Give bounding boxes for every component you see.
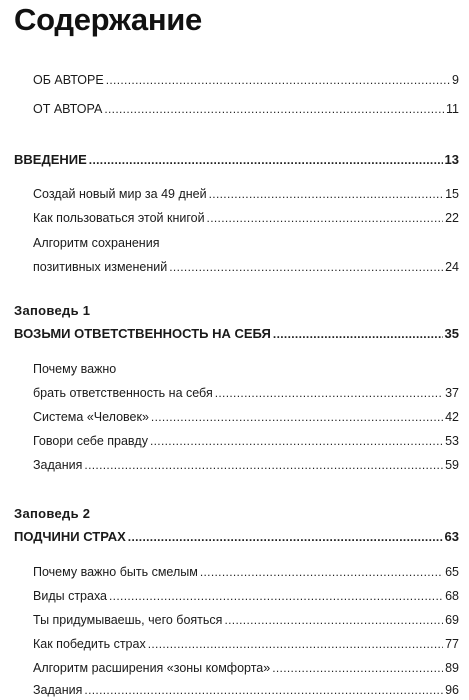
toc-entry[interactable] [33, 210, 459, 226]
toc-entry-label: Ты придумываешь, чего бояться [33, 613, 223, 627]
toc-entry-page: 24 [445, 260, 459, 274]
toc-entry-label: Задания [33, 683, 83, 697]
toc-section-page: 63 [444, 529, 459, 544]
toc-section-page: 35 [444, 326, 459, 341]
leader-dots [215, 385, 443, 401]
toc-entry-page: 68 [445, 589, 459, 603]
toc-entry-page: 42 [445, 410, 459, 424]
toc-entry-page: 37 [445, 386, 459, 400]
toc-entry-label: Как победить страх [33, 637, 146, 651]
toc-entry[interactable] [33, 660, 459, 676]
toc-entry[interactable] [33, 457, 459, 473]
toc-section-introduction[interactable] [14, 152, 459, 168]
toc-entry-about-author[interactable] [33, 72, 459, 88]
leader-dots [272, 660, 443, 676]
toc-entry-label: Создай новый мир за 49 дней [33, 187, 207, 201]
leader-dots [104, 101, 444, 117]
toc-section-label: ВОЗЬМИ ОТВЕТСТВЕННОСТЬ НА СЕБЯ [14, 326, 271, 341]
leader-dots [169, 259, 443, 275]
toc-entry-page: 69 [445, 613, 459, 627]
toc-entry[interactable] [33, 385, 459, 401]
commandment-number: Заповедь 1 [14, 303, 91, 318]
toc-entry[interactable] [33, 682, 459, 698]
leader-dots [273, 326, 443, 342]
toc-entry-label: Алгоритм расширения «зоны комфорта» [33, 661, 271, 675]
leader-dots [224, 612, 443, 628]
toc-entry-page: 96 [445, 683, 459, 697]
toc-section-commandment-1[interactable] [14, 326, 459, 342]
leader-dots [150, 433, 443, 449]
toc-entry-line[interactable]: Почему важно [33, 362, 117, 376]
toc-entry-page: 59 [445, 458, 459, 472]
toc-entry[interactable] [33, 433, 459, 449]
toc-section-label: ПОДЧИНИ СТРАХ [14, 529, 126, 544]
leader-dots [89, 152, 443, 168]
toc-entry-label: брать ответственность на себя [33, 386, 213, 400]
toc-entry-label: Почему важно быть смелым [33, 565, 198, 579]
leader-dots [84, 682, 443, 698]
leader-dots [200, 564, 443, 580]
toc-entry-page: 22 [445, 211, 459, 225]
toc-entry-page: 11 [446, 102, 459, 116]
toc-entry-label: ОТ АВТОРА [33, 102, 103, 116]
toc-entry-label: Система «Человек» [33, 410, 149, 424]
toc-entry[interactable] [33, 588, 459, 604]
toc-entry-from-author[interactable] [33, 101, 459, 117]
leader-dots [84, 457, 443, 473]
toc-section-commandment-2[interactable] [14, 529, 459, 545]
toc-section-page: 13 [444, 152, 459, 167]
toc-entry-label: Как пользоваться этой книгой [33, 211, 205, 225]
toc-entry[interactable] [33, 259, 459, 275]
toc-entry-page: 9 [452, 73, 459, 87]
toc-entry-line[interactable]: Алгоритм сохранения [33, 236, 160, 250]
toc-entry-page: 15 [445, 187, 459, 201]
leader-dots [209, 186, 443, 202]
toc-entry-label: Говори себе правду [33, 434, 148, 448]
toc-entry-label: Виды страха [33, 589, 108, 603]
page-title: Содержание [14, 2, 202, 37]
toc-entry-page: 77 [445, 637, 459, 651]
commandment-number: Заповедь 2 [14, 506, 91, 521]
toc-entry[interactable] [33, 564, 459, 580]
leader-dots [207, 210, 444, 226]
toc-section-label: ВВЕДЕНИЕ [14, 152, 87, 167]
toc-entry[interactable] [33, 636, 459, 652]
toc-entry-label: Задания [33, 458, 83, 472]
toc-entry[interactable] [33, 186, 459, 202]
leader-dots [106, 72, 450, 88]
toc-entry-page: 65 [445, 565, 459, 579]
toc-entry-page: 89 [445, 661, 459, 675]
leader-dots [128, 529, 443, 545]
leader-dots [109, 588, 443, 604]
toc-entry-label: позитивных изменений [33, 260, 168, 274]
toc-entry-label: ОБ АВТОРЕ [33, 73, 104, 87]
toc-entry[interactable] [33, 612, 459, 628]
toc-entry[interactable] [33, 409, 459, 425]
leader-dots [148, 636, 443, 652]
toc-entry-page: 53 [445, 434, 459, 448]
leader-dots [151, 409, 443, 425]
